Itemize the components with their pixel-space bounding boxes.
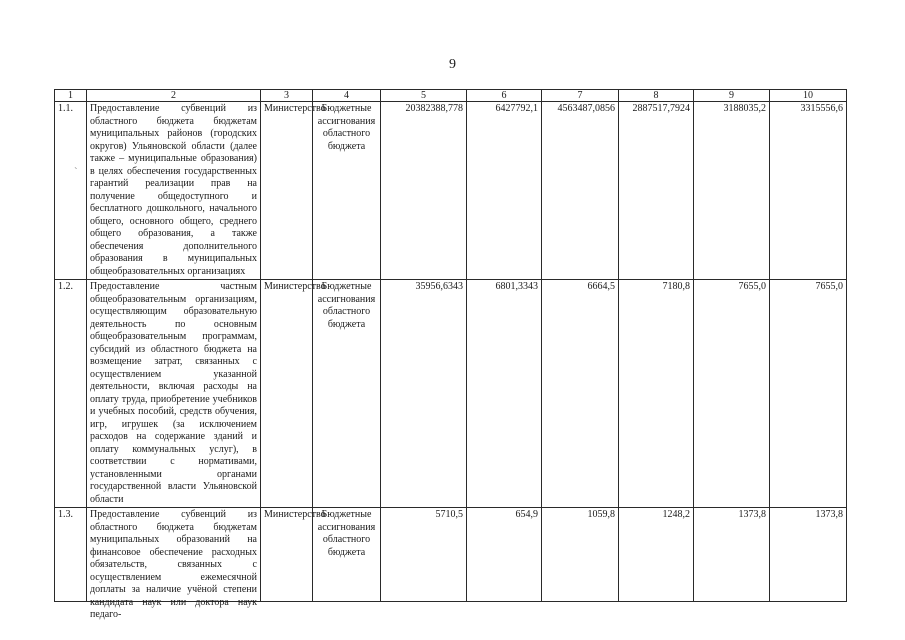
table-header-row <box>55 90 847 102</box>
row-description: Предоставление частным общеобразовательным организациям, осуществляющим образовательную деятельность по основным общеобразовательным программам, субсидий из областного бюджета на возмещение затрат, связанных с осуществлением указанной деятельности, включая расходы на оплату труда, приобретение учебников и учебных пособий, средств обучения, игр, игрушек (за исключением расходов на содержание зданий и оплату коммунальных услуг), в соответствии с нормативами, установленными органами государственной власти Ульяновской области <box>87 280 261 508</box>
row-value-col5: 5710,5 <box>381 508 467 602</box>
column-header: 9 <box>694 90 770 102</box>
column-header: 1 <box>55 90 87 102</box>
row-value-col10: 3315556,6 <box>770 102 847 280</box>
column-header: 8 <box>619 90 694 102</box>
row-executor: Министерство <box>261 508 313 602</box>
row-value-col7: 1059,8 <box>542 508 619 602</box>
row-value-col9: 3188035,2 <box>694 102 770 280</box>
row-value-col6: 6427792,1 <box>467 102 542 280</box>
row-description: Предоставление субвенций из областного бюджета бюджетам муниципальных районов (городских округов) Ульяновской области (далее также – муниципальные образования) в целях обеспечения государственных гарантий реализации прав на получение общедоступного и бесплатного дошкольного, начального общего, основного общего, среднего общего образования, а также обеспечения дополнительного образования в муниципальных общеобразовательных организациях <box>87 102 261 280</box>
scan-mark: ` <box>74 166 78 178</box>
table-row <box>55 280 847 508</box>
column-header: 5 <box>381 90 467 102</box>
row-number: 1.2. <box>55 280 87 508</box>
row-value-col9: 7655,0 <box>694 280 770 508</box>
row-description-cell <box>87 508 261 620</box>
row-value-col10: 1373,8 <box>770 508 847 602</box>
row-value-col7: 6664,5 <box>542 280 619 508</box>
table-row <box>55 508 847 602</box>
row-funding-source: Бюджетные ассигнования областного бюджета <box>313 102 381 280</box>
row-value-col10: 7655,0 <box>770 280 847 508</box>
row-funding-source: Бюджетные ассигнования областного бюджета <box>313 508 381 602</box>
column-header: 7 <box>542 90 619 102</box>
row-executor: Министерство <box>261 102 313 280</box>
row-value-col9: 1373,8 <box>694 508 770 602</box>
row-number: 1.3. <box>55 508 87 602</box>
row-value-col6: 654,9 <box>467 508 542 602</box>
row-value-col8: 7180,8 <box>619 280 694 508</box>
column-header: 6 <box>467 90 542 102</box>
row-description: Предоставление субвенций из областного бюджета бюджетам муниципальных образований на финансовое обеспечение расходных обязательств, связанных с осуществлением ежемесячной доплаты за наличие учёной степени кандидата наук или доктора наук педаго- <box>90 509 257 620</box>
column-header: 3 <box>261 90 313 102</box>
row-value-col5: 20382388,778 <box>381 102 467 280</box>
page-number: 9 <box>449 57 456 72</box>
row-value-col6: 6801,3343 <box>467 280 542 508</box>
row-number: 1.1. <box>55 102 87 280</box>
row-value-col8: 2887517,7924 <box>619 102 694 280</box>
column-header: 10 <box>770 90 847 102</box>
column-header: 2 <box>87 90 261 102</box>
column-header: 4 <box>313 90 381 102</box>
row-funding-source: Бюджетные ассигнования областного бюджета <box>313 280 381 508</box>
budget-table <box>54 89 847 620</box>
row-value-col5: 35956,6343 <box>381 280 467 508</box>
table-row <box>55 102 847 280</box>
row-executor: Министерство <box>261 280 313 508</box>
row-value-col8: 1248,2 <box>619 508 694 602</box>
row-value-col7: 4563487,0856 <box>542 102 619 280</box>
